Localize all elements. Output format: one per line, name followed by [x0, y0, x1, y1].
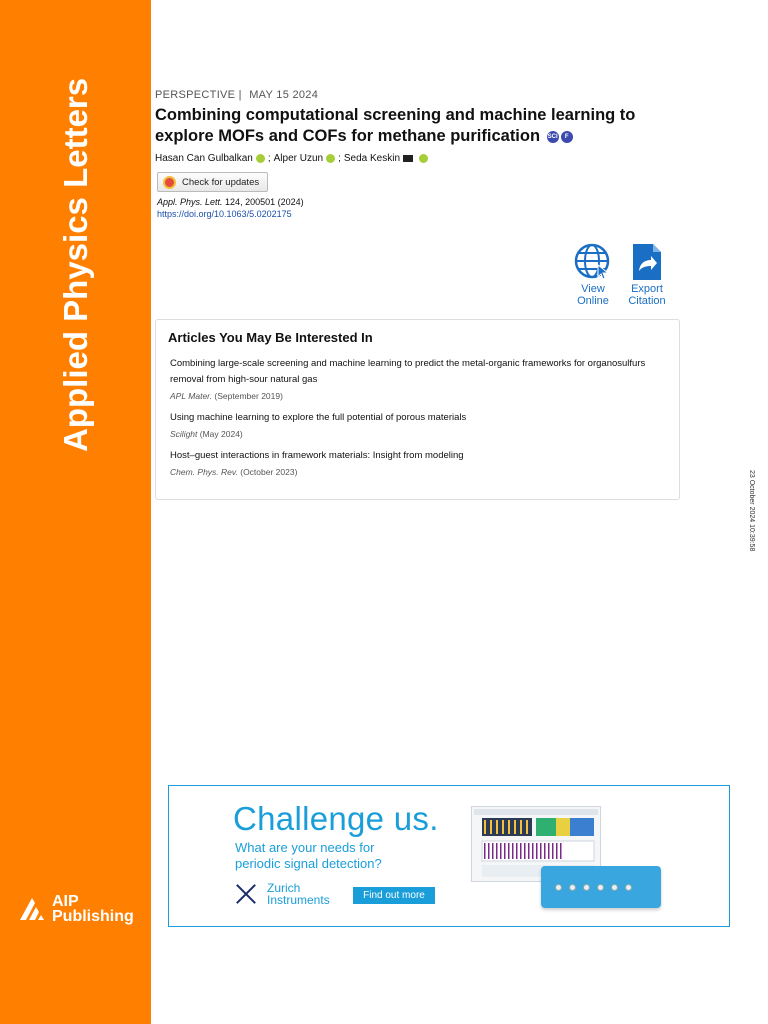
related-article-title[interactable]: Host–guest interactions in framework materials: Insight from modeling [170, 450, 464, 461]
article-title-text: Combining computational screening and machine learning to explore MOFs and COFs for methane purification [155, 106, 636, 145]
view-online-label-2: Online [577, 295, 609, 307]
orcid-icon[interactable] [419, 154, 428, 163]
related-article-date: (September 2019) [212, 391, 283, 401]
aip-publishing-logo [18, 894, 134, 924]
related-articles-heading: Articles You May Be Interested In [168, 330, 373, 345]
export-icon [632, 243, 662, 281]
export-citation-label-2: Citation [628, 295, 666, 307]
advertisement-banner[interactable] [168, 785, 730, 927]
sci-badge-icon[interactable]: SCI [547, 131, 559, 143]
view-online-button[interactable] [572, 243, 614, 307]
globe-icon [574, 243, 612, 281]
orcid-icon[interactable] [256, 154, 265, 163]
device-port-icon [611, 884, 618, 891]
device-port-icon [625, 884, 632, 891]
related-article [170, 356, 650, 401]
citation-detail: 124, 200501 (2024) [222, 197, 304, 207]
view-online-label-1: View [581, 283, 605, 295]
zurich-instruments-mark-icon [235, 883, 257, 905]
journal-name: Applied Physics Letters [57, 77, 94, 452]
device-port-icon [597, 884, 604, 891]
export-citation-label-1: Export [631, 283, 663, 295]
related-article-journal: Chem. Phys. Rev. [170, 467, 238, 477]
related-article [170, 448, 650, 477]
ad-headline: Challenge us. [233, 800, 439, 837]
find-out-more-button[interactable]: Find out more [353, 887, 435, 904]
author-name[interactable]: Seda Keskin [343, 153, 401, 164]
check-updates-label: Check for updates [182, 176, 260, 188]
doi-link[interactable]: https://doi.org/10.1063/5.0202175 [157, 209, 292, 219]
zurich-instruments-logo [235, 882, 330, 906]
crossmark-icon [163, 176, 176, 189]
citation-journal: Appl. Phys. Lett. [157, 197, 223, 207]
related-article-title[interactable]: Combining large-scale screening and machine learning to predict the metal-organic frameworks for organosulfurs removal from high-sour natural gas [170, 358, 646, 385]
article-title [155, 105, 675, 147]
author-name[interactable]: Alper Uzun [273, 153, 324, 164]
author-list [155, 153, 431, 164]
aip-text-line2: Publishing [52, 908, 134, 925]
author-separator: ; [338, 153, 341, 164]
ad-brand-line2: Instruments [267, 893, 330, 907]
featured-badge-icon[interactable]: F [561, 131, 573, 143]
check-for-updates-button[interactable] [157, 172, 268, 192]
device-port-icon [555, 884, 562, 891]
article-meta [155, 89, 322, 101]
related-article-title[interactable]: Using machine learning to explore the full potential of porous materials [170, 412, 467, 423]
ad-lock-in-amplifier-image [541, 866, 661, 908]
author-name[interactable]: Hasan Can Gulbalkan [155, 153, 253, 164]
related-article-date: (May 2024) [197, 429, 243, 439]
orcid-icon[interactable] [326, 154, 335, 163]
aip-logo-icon [18, 894, 48, 924]
article-date: MAY 15 2024 [249, 89, 319, 101]
export-citation-button[interactable] [624, 243, 670, 307]
ad-brand-line1: Zurich [267, 881, 301, 895]
journal-sidebar [0, 0, 151, 1024]
download-timestamp: 23 October 2024 10:39:58 [748, 470, 755, 552]
email-icon[interactable] [403, 155, 413, 162]
author-separator: ; [267, 153, 271, 164]
related-article-journal: Scilight [170, 429, 198, 439]
citation [157, 196, 304, 208]
ad-subline: What are your needs for periodic signal detection? [235, 840, 382, 871]
related-article [170, 410, 650, 439]
device-port-icon [569, 884, 576, 891]
related-article-journal: APL Mater. [170, 391, 213, 401]
related-articles-panel [155, 319, 680, 500]
device-port-icon [583, 884, 590, 891]
related-article-date: (October 2023) [237, 467, 298, 477]
article-type: PERSPECTIVE | [155, 89, 242, 101]
aip-text-line1: AIP [52, 893, 79, 910]
